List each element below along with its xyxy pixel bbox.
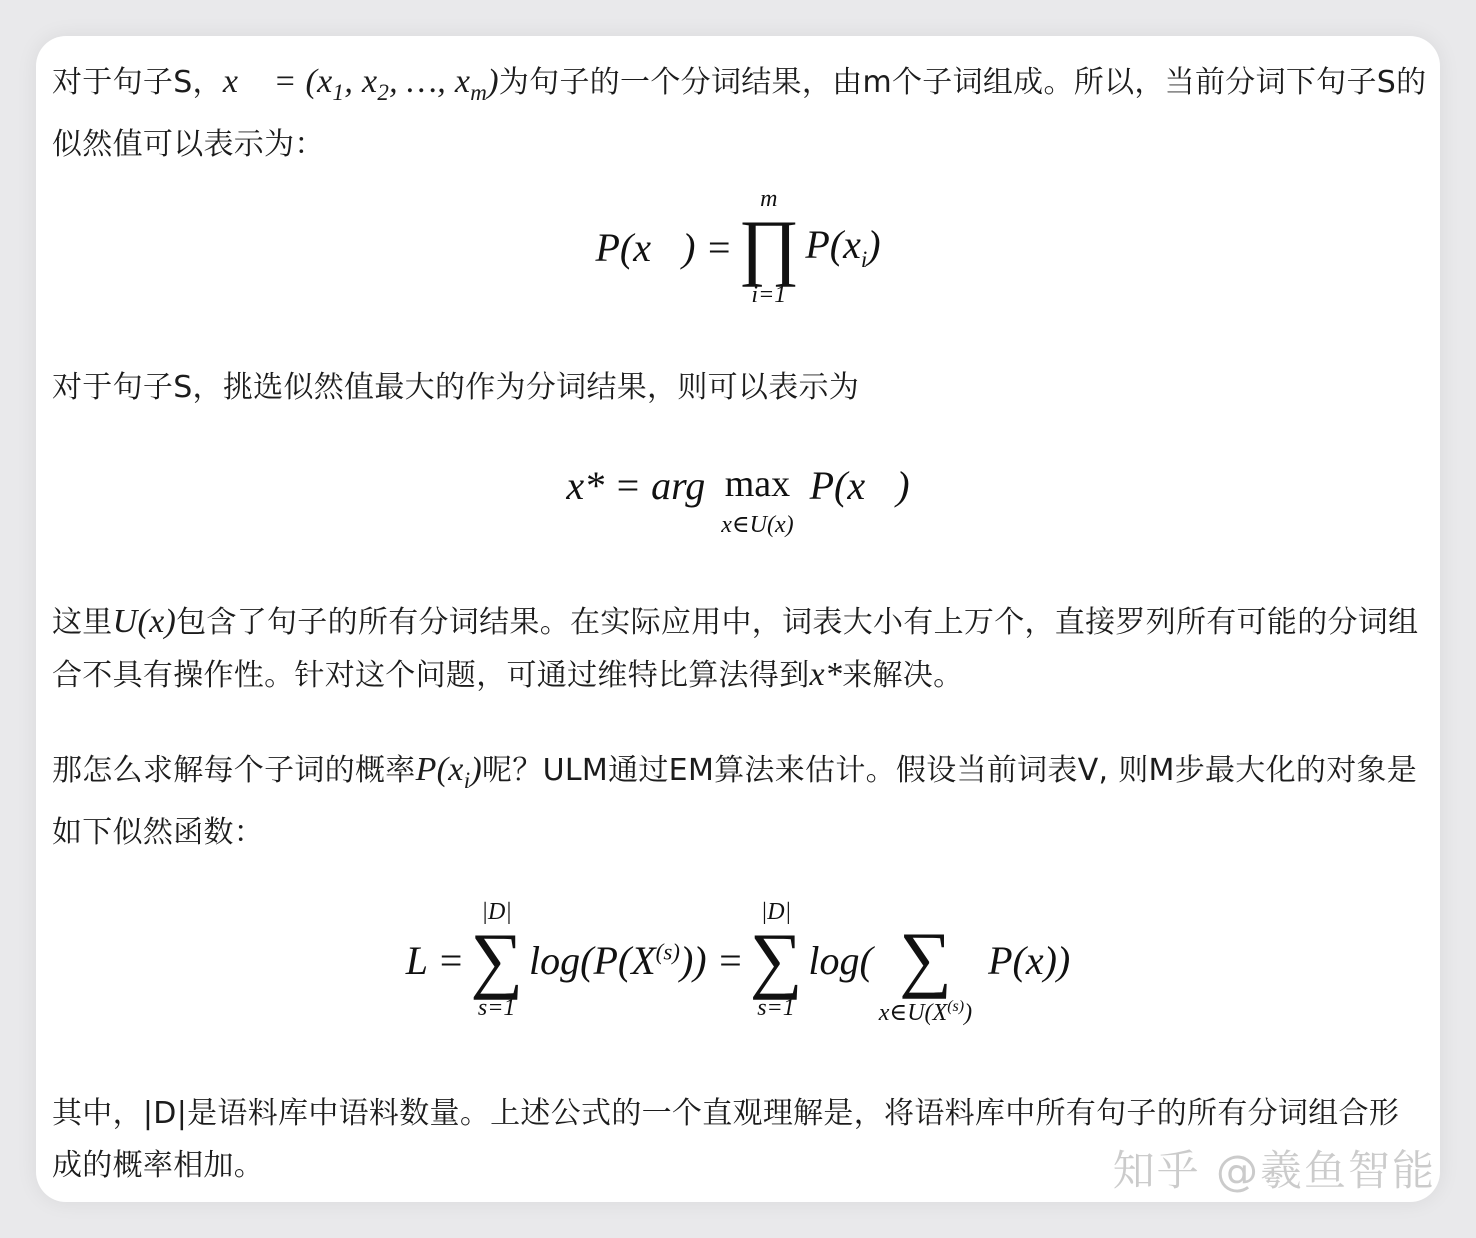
paragraph-em bbox=[52, 744, 1428, 859]
eq3-upper-1: |D| bbox=[481, 899, 512, 925]
math-x-star: x* bbox=[809, 656, 843, 693]
math-x-vec: x⃗ = (x bbox=[222, 63, 333, 100]
eq3-lower-2: s=1 bbox=[757, 995, 795, 1021]
equation-likelihood bbox=[36, 186, 1440, 308]
paragraph-viterbi bbox=[52, 596, 1428, 702]
math-U-x: U(x) bbox=[112, 603, 177, 640]
eq3-mid-text: )) = bbox=[679, 937, 744, 983]
viterbi-text-1: 这里 bbox=[52, 605, 113, 640]
sum-operator-2 bbox=[750, 899, 803, 1021]
sum-symbol-2: ∑ bbox=[749, 919, 803, 1001]
eq1-lower-limit: i=1 bbox=[751, 282, 787, 308]
viterbi-text-3: 来解决。 bbox=[842, 658, 964, 693]
math-segmentation-vector: x⃗ = ($x_1$, $x_2$, …, $x_m$) bbox=[222, 63, 499, 105]
eq3-term-2: log( bbox=[808, 937, 873, 983]
equation-argmax bbox=[36, 456, 1440, 538]
eq3-lower-1: s=1 bbox=[477, 995, 516, 1021]
em-text-1: 那怎么求解每个子词的概率 bbox=[52, 753, 416, 788]
sum-symbol-1: ∑ bbox=[470, 919, 524, 1001]
article-card bbox=[36, 36, 1440, 1202]
eq1-lhs: P(x⃗) = bbox=[595, 224, 733, 270]
max-operator bbox=[721, 456, 793, 538]
eq3-lower-3: $x\in U(X^{(s)})$ bbox=[878, 998, 973, 1026]
paragraph-argmax bbox=[52, 362, 1428, 414]
eq3-term-1: $\log(P(X^{(s)}))$ = bbox=[529, 937, 744, 983]
equation-log-likelihood bbox=[36, 894, 1440, 1026]
eq2-lhs: x* = arg bbox=[566, 463, 706, 508]
product-operator bbox=[738, 186, 799, 308]
paragraph-intro bbox=[52, 56, 1428, 171]
eq3-lower-3-text: x∈U(X bbox=[878, 1000, 948, 1026]
summary-text: 其中，|D|是语料库中语料数量。上述公式的一个直观理解是，将语料库中所有句子的所有分词组合形成的概率相加。 bbox=[52, 1096, 1400, 1183]
argmax-text: 对于句子S，挑选似然值最大的作为分词结果，则可以表示为 bbox=[52, 370, 860, 405]
viterbi-text-2: 包含了句子的所有分词结果。在实际应用中，词表大小有上万个，直接罗列所有可能的分词组合不具有操作性。针对这个问题，可通过维特比算法得到 bbox=[52, 605, 1419, 693]
intro-text-1: 对于句子S， bbox=[52, 65, 223, 100]
max-symbol: max bbox=[724, 463, 791, 505]
eq3-lhs: L = bbox=[405, 937, 465, 983]
eq1-upper-limit: m bbox=[760, 186, 778, 212]
sum-operator-3 bbox=[878, 918, 973, 1026]
math-P-xi-text: P(x bbox=[415, 751, 464, 788]
math-P-xi: $P(x_i)$ bbox=[415, 751, 483, 793]
product-symbol: ∏ bbox=[738, 206, 800, 288]
eq1-body-text: P(x bbox=[805, 222, 861, 267]
eq1-body: $P(x_i)$ bbox=[805, 222, 881, 272]
sum-symbol-3: ∑ bbox=[899, 918, 952, 1000]
em-text-2: 呢？ULM通过EM算法来估计。假设当前词表V, 则M步最大化的对象是如下似然函数： bbox=[52, 753, 1418, 850]
eq3-term-1-text: log(P(X bbox=[529, 937, 656, 983]
sum-operator-1 bbox=[470, 899, 523, 1021]
eq3-upper-2: |D| bbox=[760, 899, 792, 925]
watermark: 知乎 @羲鱼智能 bbox=[1112, 1146, 1436, 1195]
intro-text-2: 为句子的一个分词结果，由m个子词组成。所以，当前分词下句子S的似然值可以表示为： bbox=[52, 65, 1427, 162]
eq2-rhs: P(x⃗) bbox=[809, 463, 910, 508]
eq3-tail: P(x)) bbox=[988, 937, 1071, 983]
eq2-under: x∈U(x) bbox=[721, 512, 794, 538]
